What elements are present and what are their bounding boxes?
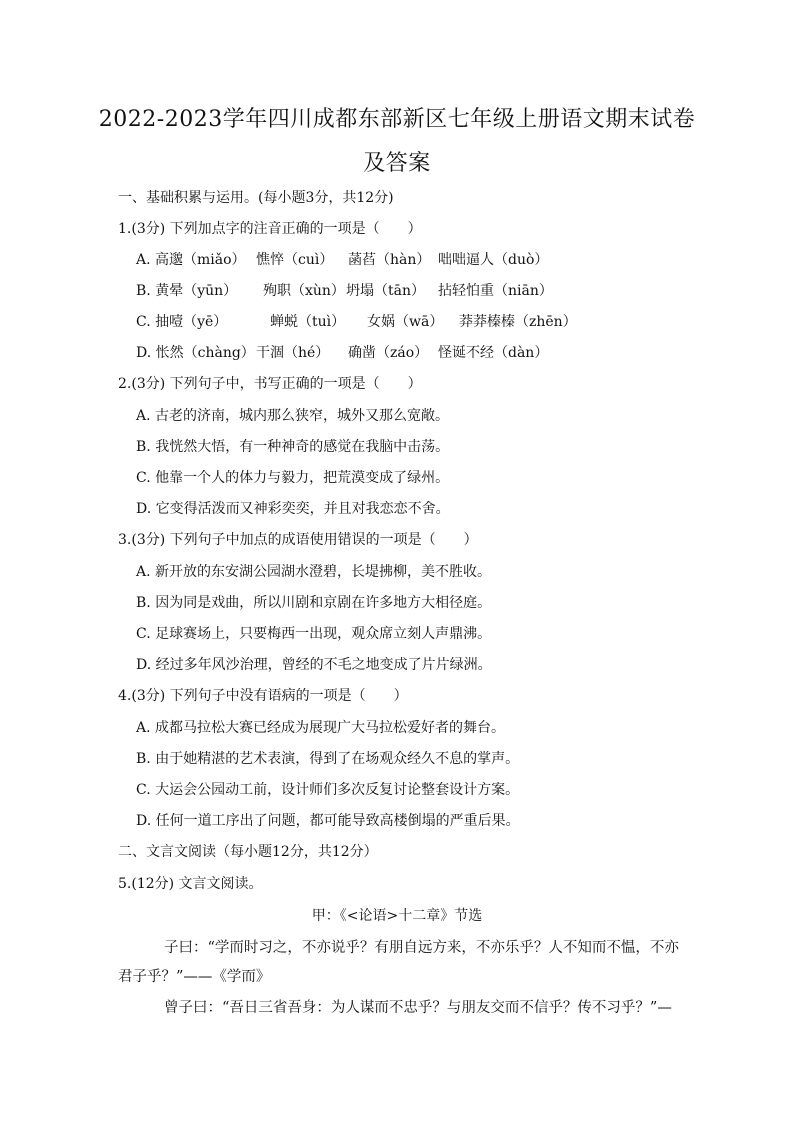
section-1-header: 一、基础积累与运用。(每小题3分，共12分) bbox=[118, 190, 394, 206]
q1-c-item-4: 莽莽榛榛（zhēn） bbox=[459, 314, 577, 330]
passage-subtitle: 甲：《<论语>十二章》节选 bbox=[311, 908, 483, 924]
q1-a-item-4: 咄咄逼人（duò） bbox=[438, 252, 549, 268]
passage-paragraph-2-line-1: 曾子曰：“吾日三省吾身：为人谋而不忠乎？与朋友交而不信乎？传不习乎？”— bbox=[164, 1000, 672, 1016]
question-4-option-c: C. 大运会公园动工前，设计师们多次反复讨论整套设计方案。 bbox=[136, 782, 520, 798]
passage-paragraph-1-line-1: 子曰：“学而时习之，不亦说乎？有朋自远方来，不亦乐乎？人不知而不愠，不亦 bbox=[164, 940, 679, 956]
q1-a-item-2: 憔悴（cuì） bbox=[256, 252, 334, 268]
question-3-stem: 3.(3分) 下列句子中加点的成语使用错误的一项是（ ） bbox=[118, 532, 478, 548]
question-2-stem: 2.(3分) 下列句子中，书写正确的一项是（ ） bbox=[118, 376, 422, 392]
question-4-stem: 4.(3分) 下列句子中没有语病的一项是（ ） bbox=[118, 688, 408, 704]
q1-d-item-2: 干涸（hé） bbox=[256, 345, 330, 361]
q1-b-item-2: 殉职（xùn） bbox=[263, 283, 345, 299]
question-4-option-d: D. 任何一道工序出了问题，都可能导致高楼倒塌的严重后果。 bbox=[136, 813, 520, 829]
q1-c-item-3: 女娲（wā） bbox=[367, 314, 444, 330]
q1-a-item-1: A. 高邈（miǎo） bbox=[136, 252, 246, 268]
question-3-option-a: A. 新开放的东安湖公园湖水澄碧，长堤拂柳，美不胜收。 bbox=[136, 564, 492, 580]
question-2-option-c: C. 他靠一个人的体力与毅力，把荒漠变成了绿州。 bbox=[136, 470, 450, 486]
question-2-option-b: B. 我恍然大悟，有一种神奇的感觉在我脑中击荡。 bbox=[136, 439, 450, 455]
passage-paragraph-1-line-2: 君子乎？”——《学而》 bbox=[118, 969, 271, 985]
question-2-option-a: A. 古老的济南，城内那么狭窄，城外又那么宽敞。 bbox=[136, 408, 450, 424]
q1-c-item-1: C. 抽噎（yē） bbox=[136, 314, 228, 330]
question-1-stem: 1.(3分) 下列加点字的注音正确的一项是（ ） bbox=[118, 221, 422, 237]
question-5-stem: 5.(12分) 文言文阅读。 bbox=[118, 876, 263, 892]
q1-b-item-4: 拈轻怕重（niān） bbox=[438, 283, 553, 299]
exam-title-line-2: 及答案 bbox=[363, 151, 431, 176]
section-2-header: 二、文言文阅读（每小题12分，共12分） bbox=[118, 844, 378, 860]
q1-a-item-3: 菡萏（hàn） bbox=[348, 252, 431, 268]
question-3-option-d: D. 经过多年风沙治理，曾经的不毛之地变成了片片绿洲。 bbox=[136, 657, 492, 673]
question-2-option-d: D. 它变得活泼而又神彩奕奕，并且对我恋恋不舍。 bbox=[136, 501, 450, 517]
question-4-option-b: B. 由于她精湛的艺术表演，得到了在场观众经久不息的掌声。 bbox=[136, 751, 520, 767]
q1-d-item-3: 确凿（záo） bbox=[348, 345, 429, 361]
question-3-option-c: C. 足球赛场上，只要梅西一出现，观众席立刻人声鼎沸。 bbox=[136, 626, 492, 642]
q1-d-item-4: 怪诞不经（dàn） bbox=[438, 345, 549, 361]
q1-d-item-1: D. 怅然（chàng） bbox=[136, 345, 255, 361]
q1-c-item-2: 蝉蜕（tuì） bbox=[270, 314, 346, 330]
q1-b-item-3: 坍塌（tān） bbox=[346, 283, 425, 299]
question-4-option-a: A. 成都马拉松大赛已经成为展现广大马拉松爱好者的舞台。 bbox=[136, 720, 506, 736]
q1-b-item-1: B. 黄晕（yūn） bbox=[136, 283, 238, 299]
question-3-option-b: B. 因为同是戏曲，所以川剧和京剧在许多地方大相径庭。 bbox=[136, 595, 492, 611]
exam-title-line-1: 2022-2023学年四川成都东部新区七年级上册语文期末试卷 bbox=[98, 107, 696, 132]
